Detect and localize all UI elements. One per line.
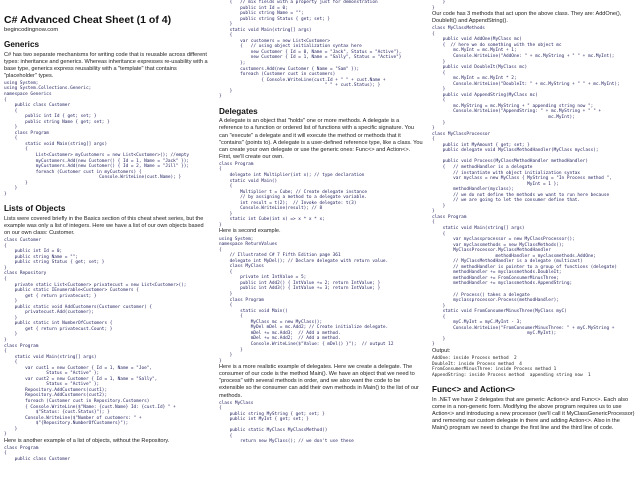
- processor-code-block: class MyClassMethods { public void AddOne(MyClass mc) { // here we do something with the object mc mc.MyInt = mc.MyInt + 1; Console.WriteLine("AddOne: " + mc.MyString + " " + mc.MyInt); } public void DoubleIt(MyClass mc) { mc.MyInt = mc.MyInt * 2; Console.WriteLine("DoubleIt: " + mc.MyString + " " + mc.MyInt); } public void AppendString(MyClass mc) { mc.MyString = mc.MyString + " appending string now "; Console.WriteLine("AppendString: " + mc.MyString + " " + mc.MyInt); } } class MyClassProcessor { public int MyAmount { get; set; } public delegate void MyClassMethodHandler(MyClass myclass); public void Process(MyClassMethodHandler methodHandler) { // methodHandler is a delegate // instantiate with object initialization syntax var myclass = new MyClass { MyString = "In Process method ", MyInt = 1 }; methodHandler(myclass); // we do not define the methods we want to run here because // we are going to let the consumer define that. } } class Program { static void Main(string[] args) { var myclassprocessor = new MyClassProcessor(); var myclassmethods = new MyClassMethods(); MyClassProcessor.MyClassMethodHandler methodHandler = myclassmethods.AddOne; // MyClassMethodHandler is a delegate (multicast) // methodHandler is pointer to a group of functions (delegate) methodHandler += myclassmethods.DoubleIt; methodHandler += FromConsumerMinusThree; methodHandler += myclassmethods.AppendString; // Process() takes a delegate myclassprocessor.Process(methodHandler); } static void FromConsumerMinusThree(MyClass myC) { myC.MyInt = myC.MyInt - 3; Console.WriteLine("FromConsumerMinusThree: " + myC.MyString + myC.MyInt); } }: [432, 26, 620, 348]
- delegates-paragraph: A delegate is an object that "holds" one or more methods. A delegate is a reference to a function or ordered list of functions with a specific signature. You can "execute" a delegate and it will execute the method or methods that it "contains" (points to). A delegate is a user-defined reference type, like a class. You can create your own delegate or use the generic ones: Func<> and Action<>. First, we'll create our own.: [219, 118, 423, 160]
- output-label: Output:: [432, 348, 451, 354]
- realistic-example-paragraph: Here is a more realistic example of delegates. Here we create a delegate. The consumer of our code is the method Main(). We have an object that we need to "process" with several methods in order, and we also want the code to be extensible so the consumer can add their own methods in Main() to the list of our methods.: [219, 364, 419, 399]
- delegates-heading: Delegates: [219, 106, 258, 116]
- myclass-code-block: class MyClass { public string MyString { get; set; } public int MyInt { get; set; } public static MyClass MyClassMethod() { return new MyClass(); // we don't use these: [219, 400, 354, 445]
- closing-paragraph: Here is another example of a list of objects, without the Repository.: [4, 437, 170, 444]
- page-title: C# Advanced Cheat Sheet (1 of 4): [4, 14, 172, 26]
- column-right: [432, 0, 636, 493]
- column-left: [4, 0, 210, 493]
- output-text: AddOne: inside Process method 2 DoubleIt: inside Process method 4 FromConsumerMinusThree: inside Process method 1 AppendString: inside Process method appending string now 1: [432, 356, 591, 378]
- multiplier-code-block: class Program { delegate int Multiplier(int x); // type declaration static void Main() { Multiplier t = Cube; // Create delegate instance // by assigning a method to a delegate variable. int result = t(2); // Invoke delegate: t(3) Console.WriteLine(result); // 8 } static int Cube(int x) => x * x * x; }: [219, 161, 368, 228]
- list-example-code-continued: { // mix fields with a property just for demonstration public int Id = 0; public string Name = ""; public string Status { get; set; } } static void Main(string[] args) { var customers = new List<Customer> { // using object initialization syntax here new Customer { Id = 0, Name = "Jack", Status = "Active"}, new Customer { Id = 1, Name = "Sally", Status = "Active"} }; customers.Add(new Customer { Name = "Sam" }); foreach (Customer cust in customers) { Console.WriteLine(cust.Id + " " + cust.Name + " " + cust.Status); } } }: [219, 0, 402, 100]
- func-action-heading: Func<> and Action<>: [432, 385, 515, 395]
- website-link[interactable]: begincodingnow.com: [4, 27, 59, 33]
- generics-heading: Generics: [4, 40, 40, 49]
- lists-of-objects-heading: Lists of Objects: [4, 204, 66, 214]
- column-middle: [219, 0, 423, 493]
- three-methods-paragraph: Our code has 3 methods that act upon the above class. They are: AddOne(), DoubleIt() and AppendString().: [432, 11, 622, 25]
- repository-code-block: class Customer { public int Id = 0; public string Name = ""; public string Status { get; set; } } class Repository { private static List<Customer> privatecust = new List<Customer>(); public static IEnumerable<Customer> Customers { get { return privatecust; } } public static void AddCustomers(Customer customer) { privatecust.Add(customer); } public static int NumberOfCustomers { get { return privatecust.Count; } } } class Program { static void Main(string[] args) { var cust1 = new Customer { Id = 1, Name = "Joe", Status = "Active" }; var cust2 = new Customer { Id = 1, Name = "Sally", Status = "Active" }; Repository.AddCustomers(cust1); Repository.AddCustomers(cust2); foreach (Customer cust in Repository.Customers) { Console.WriteLine($"Name: {cust.Name} Id: {cust.Id} " + $"Status: {cust.Status}"); } Console.WriteLine($"Number of customers: " + $"{Repository.NumberOfCustomers}"); } }: [4, 238, 187, 438]
- myclass-code-continued: } }: [432, 0, 446, 11]
- return-values-code-block: using System; namespace ReturnValues { // Illustrated C# 7 Fifth Edition page 361 delegate int MyDel(); // Declare delegate with return value. class MyClass { private int IntValue = 5; public int Add2() { IntValue += 2; return IntValue; } public int Add3() { IntValue += 3; return IntValue; } } class Program { static void Main() { MyClass mc = new MyClass(); MyDel mDel = mc.Add2; // Create initialize delegate. mDel += mc.Add3; // Add a method. mDel += mc.Add2; // Add a method. Console.WriteLine($"Value: { mDel() }"); // output 12 } } }: [219, 236, 394, 364]
- generics-code-block: using System; using System.Collections.Generic; namespace Generics { public class Customer { public int Id { get; set; } public string Name { get; set; } } class Program { static void Main(string[] args) { List<Customer> myCustomers = new List<Customer>(); //empty myCustomers.Add(new Customer() { Id = 1, Name = "Jack" }); myCustomers.Add(new Customer() { Id = 2, Name = "Jill" }); foreach (Customer cust in myCustomers) { Console.WriteLine(cust.Name); } } } }: [4, 80, 190, 197]
- lists-of-objects-paragraph: Lists were covered briefly in the Basics section of this cheat sheet series, but the example was only a list of integers. Here we have a list of our own objects based on our own class: Customer.: [4, 215, 204, 237]
- second-example-paragraph: Here is second example.: [219, 228, 281, 235]
- list-example-code-block: class Program { public class Customer: [4, 445, 71, 463]
- generics-paragraph: C# has two separate mechanisms for writing code that is reusable across different types: inheritance and generics. Whereas inheritance expresses re-usability with a base type, generics express reusability with a "template" that contains "placeholder" types.: [4, 51, 208, 79]
- func-action-paragraph: In .NET we have 2 delegates that are generic: Action<> and Func<>. Each also come in a non-generic form. Modifying the above program requires us to use Action<> and introducing a new processor (we'll call it MyClassGenericProcessor) and removing our custom delegate in there and adding Action<>. Also in the Main() program we need to change the first line and the third line of code.: [432, 396, 635, 432]
